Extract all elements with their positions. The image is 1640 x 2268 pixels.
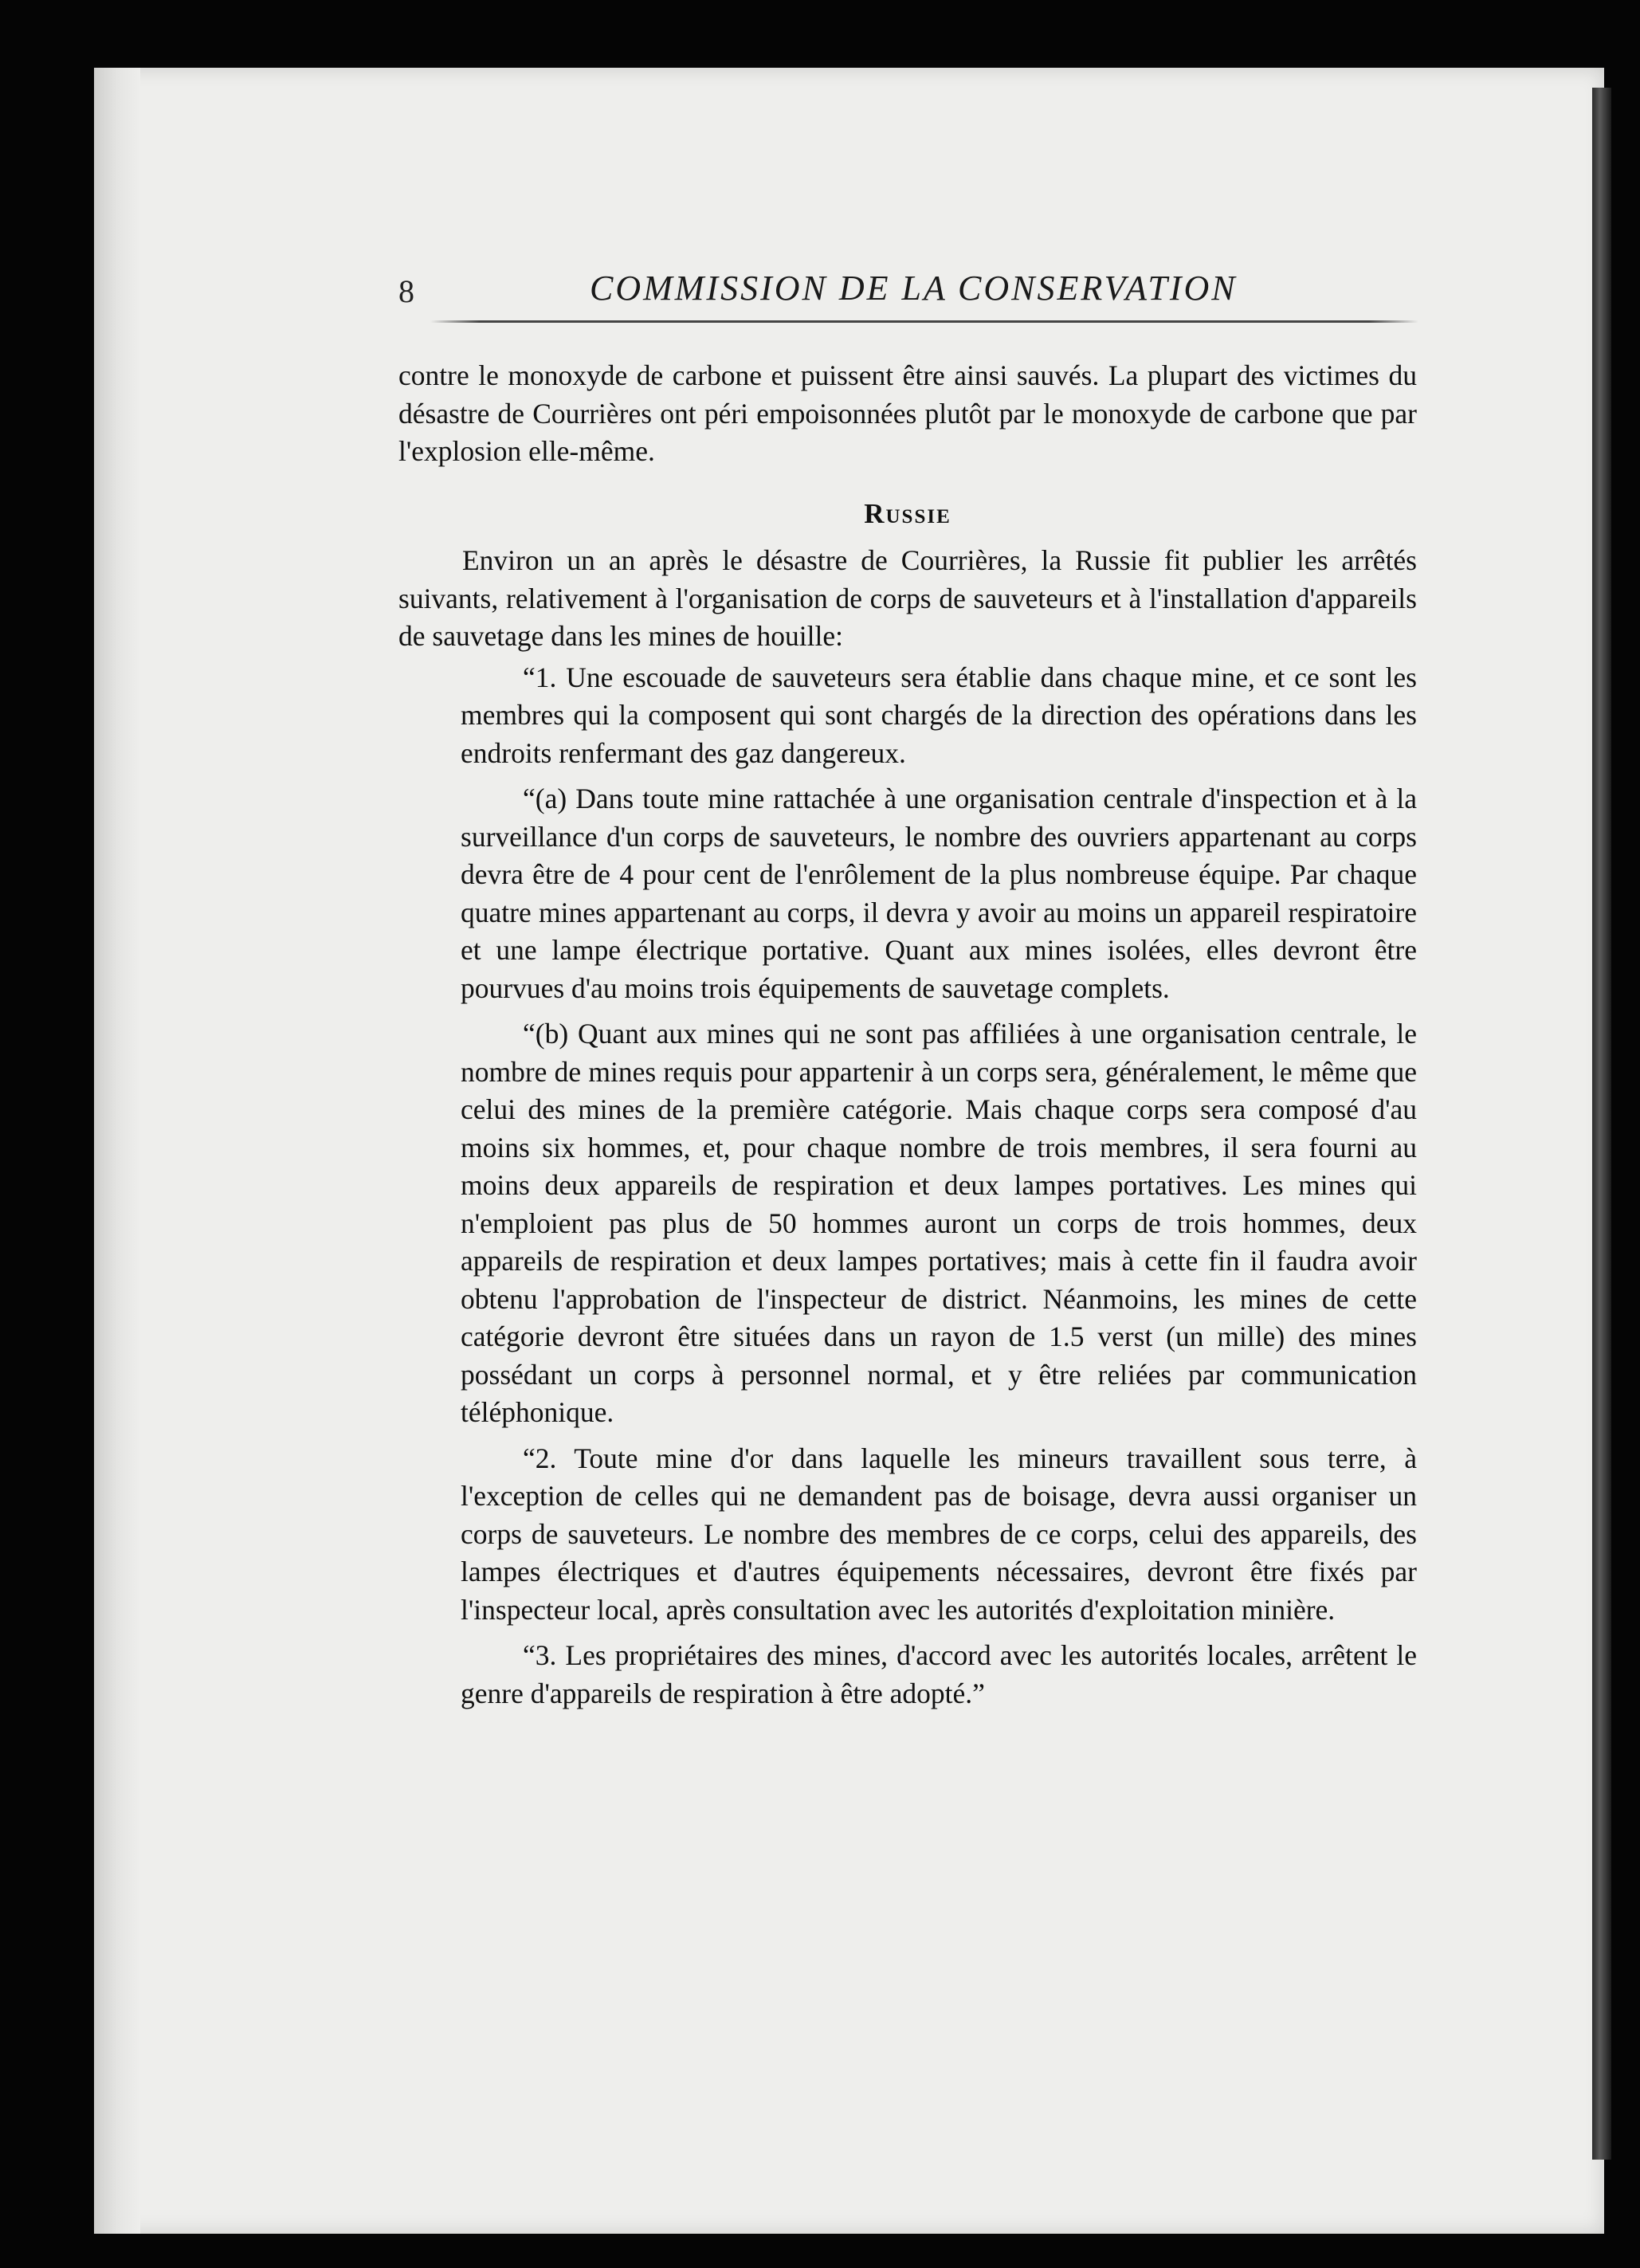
article-1a: “(a) Dans toute mine rattachée à une organisation centrale d'inspection et à la surveillance d'un corps de sauveteurs, le nombre des ouvriers appartenant au corps devra être de 4 pour cent de l'enrôlement de la plus nombreuse équipe. Par chaque quatre mines appartenant au corps, il devra y avoir au moins un appareil respiratoire et une lampe électrique portative. Quant aux mines isolées, elles devront être pourvues d'au moins trois équipements de sauvetage complets. bbox=[461, 783, 1417, 1004]
section-heading: Russie bbox=[864, 497, 951, 529]
page-number: 8 bbox=[398, 273, 414, 309]
article-1: “1. Une escouade de sauveteurs sera établie dans chaque mine, et ce sont les membres qui la composent qui sont chargés de la direction des opérations dans les endroits renfermant des gaz dangereux. bbox=[461, 661, 1417, 769]
header-rule bbox=[430, 320, 1418, 323]
paragraph-intro: Environ un an après le désastre de Courrières, la Russie fit publier les arrêtés suivants, relativement à l'organisation de corps de sauveteurs et à l'installation d'appareils de sauvetage dans les mines de houille: bbox=[398, 544, 1417, 652]
page-gutter bbox=[94, 68, 140, 2234]
article-3: “3. Les propriétaires des mines, d'accord avec les autorités locales, arrêtent le genre d'appareils de respiration à être adopté.” bbox=[461, 1639, 1417, 1709]
body-text bbox=[398, 357, 1417, 1713]
page-edge-shadow bbox=[1592, 88, 1611, 2160]
paragraph-continued: contre le monoxyde de carbone et puissent être ainsi sauvés. La plupart des victimes du désastre de Courrières ont péri empoisonnées plutôt par le monoxyde de carbone que par l'explosion elle-même. bbox=[398, 359, 1417, 467]
article-1b: “(b) Quant aux mines qui ne sont pas affiliées à une organisation centrale, le nombre de mines requis pour appartenir à un corps sera, généralement, le même que celui des mines de la première catégorie. Mais chaque corps sera composé d'au moins six hommes, et, pour chaque nombre de trois membres, il sera fourni au moins deux appareils de respiration et deux lampes portatives. Les mines qui n'emploient pas plus de 50 hommes auront un corps de trois hommes, deux appareils de respiration et deux lampes portatives; mais à cette fin il faudra avoir obtenu l'approbation de l'inspecteur de district. Néanmoins, les mines de cette catégorie devront être situées dans un rayon de 1.5 verst (un mille) des mines possédant un corps à personnel normal, et y être reliées par communication téléphonique. bbox=[461, 1018, 1417, 1428]
article-2: “2. Toute mine d'or dans laquelle les mineurs travaillent sous terre, à l'exception de celles qui ne demandent pas de boisage, devra aussi organiser un corps de sauveteurs. Le nombre des membres de ce corps, celui des appareils, des lampes électriques et d'autres équipements nécessaires, devront être fixés par l'inspecteur local, après consultation avec les autorités d'exploitation minière. bbox=[461, 1442, 1417, 1626]
running-title: COMMISSION DE LA CONSERVATION bbox=[590, 269, 1238, 308]
